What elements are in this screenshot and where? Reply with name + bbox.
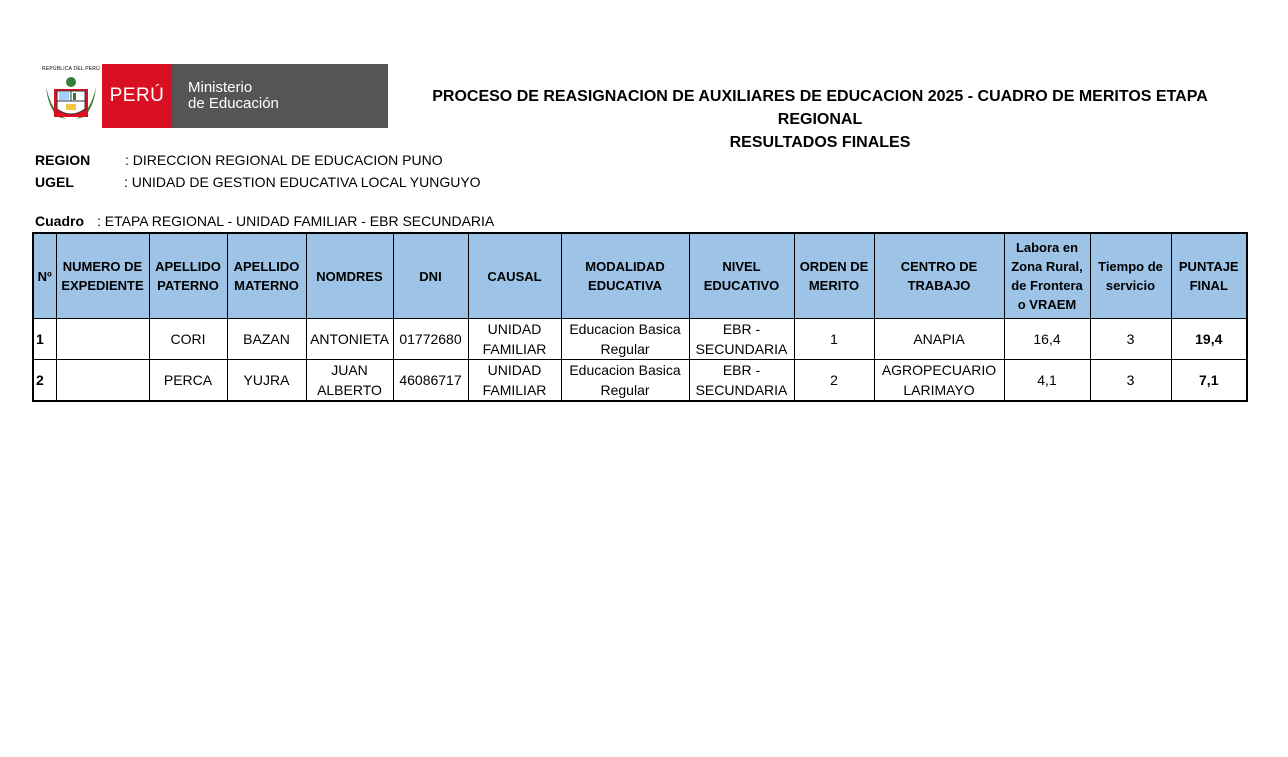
cell-modalidad: Educacion Basica Regular — [561, 360, 689, 402]
ministerio-line1: Ministerio — [188, 79, 253, 96]
col-header: NIVEL EDUCATIVO — [689, 233, 794, 319]
cell-nivel: EBR - SECUNDARIA — [689, 360, 794, 402]
table-row — [33, 360, 1247, 402]
col-header: PUNTAJE FINAL — [1171, 233, 1247, 319]
ministerio-label — [172, 64, 388, 128]
cell-numero: 2 — [33, 360, 56, 402]
col-header: ORDEN DE MERITO — [794, 233, 874, 319]
col-header: DNI — [393, 233, 468, 319]
cell-orden: 2 — [794, 360, 874, 402]
cell-expediente — [56, 319, 149, 360]
region-label: REGION — [35, 152, 91, 168]
col-header: Labora en Zona Rural, de Frontera o VRAEM — [1004, 233, 1090, 319]
cell-zona: 4,1 — [1004, 360, 1090, 402]
cell-dni: 01772680 — [393, 319, 468, 360]
col-header: CENTRO DE TRABAJO — [874, 233, 1004, 319]
cell-tiempo: 3 — [1090, 319, 1171, 360]
cell-centro: ANAPIA — [874, 319, 1004, 360]
ugel-label: UGEL — [35, 174, 74, 190]
peru-label: PERÚ — [102, 64, 172, 128]
col-header: Nº — [33, 233, 56, 319]
republica-text: REPÚBLICA DEL PERÚ — [42, 66, 100, 72]
cell-causal: UNIDAD FAMILIAR — [468, 319, 561, 360]
cell-modalidad: Educacion Basica Regular — [561, 319, 689, 360]
title-line2: RESULTADOS FINALES — [729, 134, 911, 151]
region-value: : DIRECCION REGIONAL DE EDUCACION PUNO — [125, 152, 443, 168]
table-row — [33, 319, 1247, 360]
col-header: APELLIDO MATERNO — [227, 233, 306, 319]
table-header-row — [33, 233, 1247, 319]
cell-nombres: ANTONIETA — [306, 319, 393, 360]
merit-table — [32, 232, 1248, 402]
cell-apellido-materno: YUJRA — [227, 360, 306, 402]
ugel-value: : UNIDAD DE GESTION EDUCATIVA LOCAL YUNGUYO — [124, 174, 481, 190]
cell-puntaje: 7,1 — [1171, 360, 1247, 402]
col-header: NOMDRES — [306, 233, 393, 319]
cell-apellido-materno: BAZAN — [227, 319, 306, 360]
cell-nivel: EBR - SECUNDARIA — [689, 319, 794, 360]
cell-centro: AGROPECUARIO LARIMAYO — [874, 360, 1004, 402]
col-header: CAUSAL — [468, 233, 561, 319]
cell-expediente — [56, 360, 149, 402]
cell-orden: 1 — [794, 319, 874, 360]
cell-puntaje: 19,4 — [1171, 319, 1247, 360]
ministerio-line2: de Educación — [188, 95, 279, 112]
minedu-logo — [40, 64, 388, 128]
cell-zona: 16,4 — [1004, 319, 1090, 360]
cell-numero: 1 — [33, 319, 56, 360]
cell-apellido-paterno: CORI — [149, 319, 227, 360]
col-header: APELLIDO PATERNO — [149, 233, 227, 319]
col-header: MODALIDAD EDUCATIVA — [561, 233, 689, 319]
coat-of-arms-icon — [44, 73, 98, 125]
cuadro-value: : ETAPA REGIONAL - UNIDAD FAMILIAR - EBR SECUNDARIA — [97, 213, 495, 229]
title-line1: PROCESO DE REASIGNACION DE AUXILIARES DE EDUCACION 2025 - CUADRO DE MERITOS ETAPA REGIONAL — [432, 88, 1208, 128]
cell-dni: 46086717 — [393, 360, 468, 402]
cell-tiempo: 3 — [1090, 360, 1171, 402]
col-header: NUMERO DE EXPEDIENTE — [56, 233, 149, 319]
document-title — [400, 85, 1240, 154]
cell-nombres: JUAN ALBERTO — [306, 360, 393, 402]
cell-apellido-paterno: PERCA — [149, 360, 227, 402]
col-header: Tiempo de servicio — [1090, 233, 1171, 319]
escudo-nacional — [40, 64, 102, 128]
cell-causal: UNIDAD FAMILIAR — [468, 360, 561, 402]
cuadro-label: Cuadro — [35, 213, 84, 229]
